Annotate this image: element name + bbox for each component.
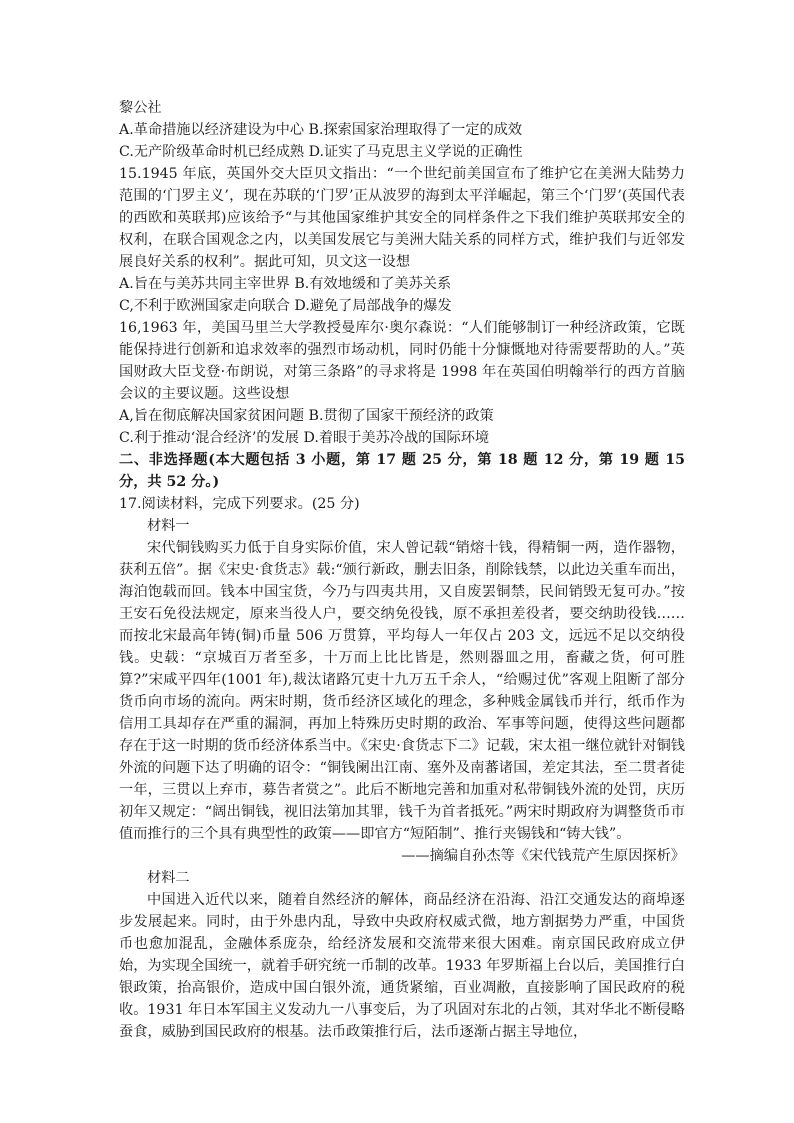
option-line-ab-q14: A.革命措施以经济建设为中心 B.探索国家治理取得了一定的成效 (119, 122, 523, 138)
option-line-cd-q16: C.利于推动‘混合经济’的发展 D.着眼于美苏冷战的国际环境 (119, 430, 490, 446)
question-15: 15.1945 年底，英国外交大臣贝文指出：“一个世纪前美国宣布了维护它在美洲大陆势力范围的‘门罗主义’，现在苏联的‘门罗’正从波罗的海到太平洋崛起，第三个‘门罗’(英国代表的西欧和英联邦)应该给予“与其他国家维护其安全的同样条件之下我们维护英联邦安全的权利，在联合国观念之内，以美国发展它与美洲大陆关系的同样方式，维护我们与近邻发展良好关系的权利”。据此可知，贝文这一设想 (119, 166, 685, 270)
page-content (119, 97, 685, 1043)
section-heading-non-choice: 二、非选择题(本大题包括 3 小题，第 17 题 25 分，第 18 题 12 分，第 19 题 15 分，共 52 分。) (119, 452, 685, 490)
material-2-title: 材料二 (147, 870, 190, 886)
option-line-ab-q16: A,旨在彻底解决国家贫困问题 B.贯彻了国家干预经济的政策 (119, 408, 494, 424)
question-17: 17.阅读材料，完成下列要求。(25 分) (119, 496, 360, 512)
option-line-cd-q14: C.无产阶级革命时机已经成熟 D.证实了马克思主义学说的正确性 (119, 144, 523, 160)
material-1-title: 材料一 (147, 518, 190, 534)
option-line-ab-q15: A.旨在与美苏共同主宰世界 B.有效地缓和了美苏关系 (119, 276, 452, 292)
option-line-cd-q15: C,不利于欧洲国家走向联合 D.避免了局部战争的爆发 (119, 298, 452, 314)
material-2-body: 中国进入近代以来，随着自然经济的解体，商品经济在沿海、沿江交通发达的商埠逐步发展起来。同时，由于外患内乱，导致中央政府权威式微，地方割据势力严重，中国货币也愈加混乱，金融体系庞杂，给经济发展和交流带来很大困难。南京国民政府成立伊始，为实现全国统一，就着手研究统一币制的改革。1933 年罗斯福上台以后，美国推行白银政策，抬高银价，造成中国白银外流，通货紧缩，百业凋敝，直接影响了国民政府的税收。1931 年日本军国主义发动九一八事变后，为了巩固对东北的占领，其对华北不断侵略蚕食，威胁到国民政府的根基。法币政策推行后，法币逐渐占据主导地位， (119, 892, 685, 1040)
material-1-body: 宋代铜钱购买力低于自身实际价值，宋人曾记载“销熔十钱，得精铜一两，造作器物，获利五倍”。据《宋史·食货志》载:“颁行新政，删去旧条，削除钱禁，以此边关重车而出，海泊饱载而回。钱本中国宝货，今乃与四夷共用，又自废罢铜禁，民间销毁无复可办。”按王安石免役法规定，原来当役人户，要交纳免役钱，原不承担差役者，要交纳助役钱……而按北宋最高年铸(铜)币量 506 万贯算，平均每人一年仅占 203 文，远远不足以交纳役钱。史载：“京城百万者至多，十万而上比比皆是，然则器皿之用，畜藏之货，何可胜算?”宋咸平四年(1001 年),裁汰诸路冗吏十九万五千余人，“给赐过优”客观上阻断了部分货币向市场的流向。两宋时期，货币经济区域化的理念，多种贱金属钱币并行，纸币作为信用工具却存在严重的漏洞，再加上特殊历史时期的政治、军事等问题，使得这些问题都存在于这一时期的货币经济体系当中。《宋史·食货志下二》记载，宋太祖一继位就针对铜钱外流的问题下达了明确的诏令：“铜钱阑出江南、塞外及南蕃诸国，差定其法，至二贯者徒一年，三贯以上弃市，募告者赏之”。此后不断地完善和加重对私带铜钱外流的处罚，庆历初年又规定：“阔出铜钱，视旧法第加其罪，钱千为首者抵死。”两宋时期政府为调整货币市值而推行的三个具有典型性的政策——即官方“短陌制”、推行夹锡钱和“铸大钱”。 (119, 540, 685, 842)
question-16: 16,1963 年，美国马里兰大学教授曼库尔·奥尔森说：“人们能够制订一种经济政策，它既能保持进行创新和追求效率的强烈市场动机，同时仍能十分慷慨地对待需要帮助的人。”英国财政大臣戈登·布朗说，对第三条路”的寻求将是 1998 年在英国伯明翰举行的西方首脑会议的主要议题。这些设想 (119, 320, 685, 402)
text-line-fragment: 黎公社 (119, 100, 162, 116)
material-1-source: ——摘编自孙杰等《宋代钱荒产生原因探析》 (401, 848, 685, 864)
